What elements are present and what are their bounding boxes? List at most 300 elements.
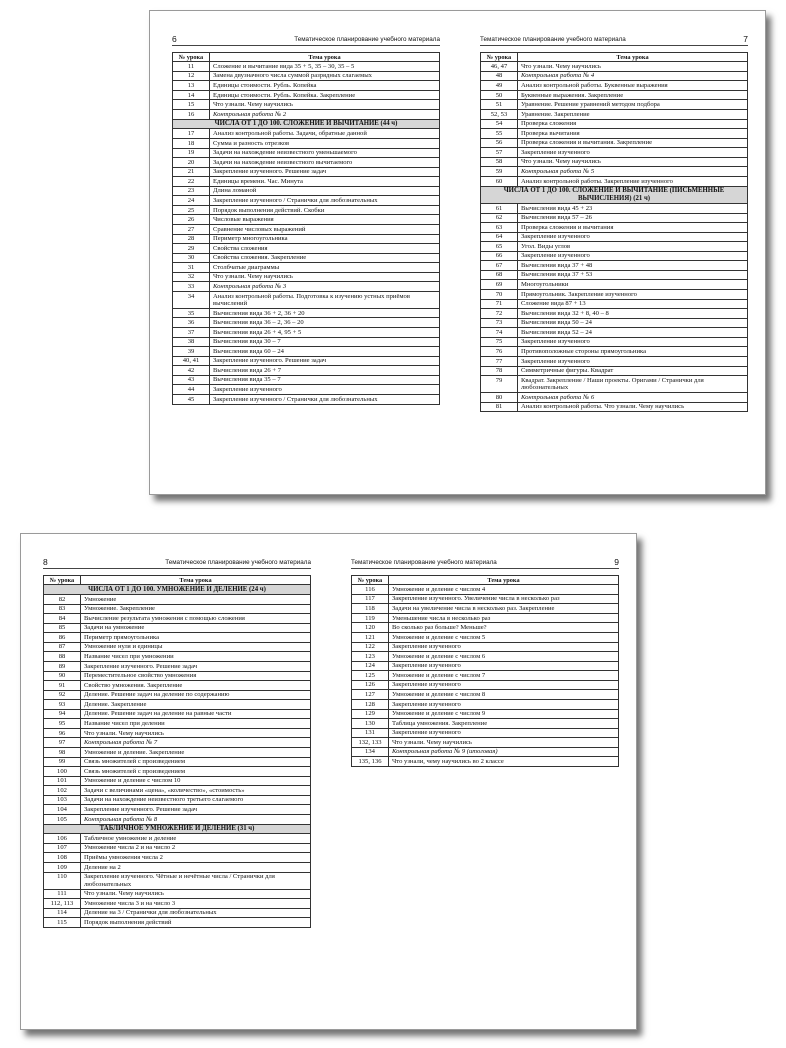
- lesson-topic: Вычисления вида 52 – 24: [518, 328, 748, 338]
- lesson-topic: Единицы стоимости. Рубль. Копейка. Закрепление: [210, 90, 440, 100]
- table-row: [173, 71, 440, 81]
- table-row: [352, 633, 619, 643]
- table-row: [481, 280, 748, 290]
- lesson-topic: Закрепление изученного. Решение задач: [81, 805, 311, 815]
- table-row: [352, 728, 619, 738]
- table-row: [481, 119, 748, 129]
- table-row: [44, 595, 311, 605]
- lesson-topic: Числовые выражения: [210, 215, 440, 225]
- lesson-topic: Закрепление изученного. Чётные и нечётные числа / Странички для любознательных: [81, 872, 311, 889]
- lesson-topic: Закрепление изученного: [518, 232, 748, 242]
- lesson-topic: Умножение нуля и единицы: [81, 642, 311, 652]
- lesson-number: 52, 53: [481, 110, 518, 120]
- table-row: [44, 690, 311, 700]
- lesson-number: 26: [173, 215, 210, 225]
- table-row: [173, 167, 440, 177]
- lesson-number: 45: [173, 394, 210, 404]
- lesson-number: 15: [173, 100, 210, 110]
- column-header-lesson-topic: Тема урока: [518, 53, 748, 62]
- lesson-number: 114: [44, 908, 81, 918]
- table-row: [173, 253, 440, 263]
- lesson-number: 22: [173, 177, 210, 187]
- table-row: [173, 318, 440, 328]
- lesson-number: 94: [44, 709, 81, 719]
- lesson-number: 60: [481, 176, 518, 186]
- table-row: [44, 623, 311, 633]
- lesson-number: 37: [173, 328, 210, 338]
- lesson-number: 61: [481, 203, 518, 213]
- lesson-number: 91: [44, 681, 81, 691]
- lesson-topic: Закрепление изученного: [210, 385, 440, 395]
- lesson-topic: Противоположные стороны прямоугольника: [518, 347, 748, 357]
- table-row: [44, 652, 311, 662]
- lesson-topic: Анализ контрольной работы. Подготовка к изучению устных приёмов вычислений: [210, 291, 440, 308]
- spread-pages-6-7: [149, 10, 766, 495]
- lesson-plan-table: [351, 575, 619, 767]
- page-7: [480, 11, 748, 412]
- lesson-topic: Единицы времени. Час. Минута: [210, 177, 440, 187]
- lesson-topic: Свойства сложения. Закрепление: [210, 253, 440, 263]
- lesson-number: 28: [173, 234, 210, 244]
- lesson-topic: Сумма и разность отрезков: [210, 138, 440, 148]
- table-row: [481, 223, 748, 233]
- table-row: [44, 908, 311, 918]
- page-number: 8: [43, 557, 48, 567]
- lesson-topic: Свойство умножения. Закрепление: [81, 681, 311, 691]
- table-row: [481, 81, 748, 91]
- table-row: [173, 347, 440, 357]
- lesson-topic: Сложение и вычитание вида 35 + 5, 35 – 30, 35 – 5: [210, 62, 440, 72]
- lesson-number: 129: [352, 709, 389, 719]
- table-row: [44, 786, 311, 796]
- table-row: [481, 318, 748, 328]
- table-row: [173, 385, 440, 395]
- section-heading: ЧИСЛА ОТ 1 ДО 100. СЛОЖЕНИЕ И ВЫЧИТАНИЕ (44 ч): [173, 119, 440, 129]
- table-row: [481, 356, 748, 366]
- lesson-number: 126: [352, 680, 389, 690]
- section-heading: ЧИСЛА ОТ 1 ДО 100. УМНОЖЕНИЕ И ДЕЛЕНИЕ (24 ч): [44, 585, 311, 595]
- lesson-number: 32: [173, 272, 210, 282]
- lesson-topic: Умножение числа 3 и на число 3: [81, 899, 311, 909]
- lesson-topic: Умножение и деление с числом 6: [389, 652, 619, 662]
- section-heading-row: [44, 585, 311, 595]
- lesson-number: 19: [173, 148, 210, 158]
- table-row: [173, 138, 440, 148]
- lesson-number: 108: [44, 853, 81, 863]
- lesson-plan-table: [480, 52, 748, 412]
- table-row: [173, 215, 440, 225]
- lesson-number: 115: [44, 918, 81, 928]
- table-row: [173, 337, 440, 347]
- table-row: [173, 244, 440, 254]
- lesson-topic: Умножение и деление с числом 9: [389, 709, 619, 719]
- lesson-topic: Закрепление изученного: [389, 642, 619, 652]
- table-row: [481, 213, 748, 223]
- lesson-number: 63: [481, 223, 518, 233]
- lesson-number: 87: [44, 642, 81, 652]
- lesson-number: 78: [481, 366, 518, 376]
- lesson-number: 68: [481, 270, 518, 280]
- table-row: [173, 328, 440, 338]
- section-heading-row: [481, 186, 748, 203]
- column-header-lesson-number: № урока: [173, 53, 210, 62]
- table-row: [44, 709, 311, 719]
- column-header-lesson-topic: Тема урока: [389, 576, 619, 585]
- lesson-topic: Уравнение. Решение уравнений методом подбора: [518, 100, 748, 110]
- lesson-topic: Единицы стоимости. Рубль. Копейка: [210, 81, 440, 91]
- lesson-number: 95: [44, 719, 81, 729]
- lesson-number: 116: [352, 585, 389, 595]
- page-number: 7: [743, 34, 748, 44]
- page-number: 6: [172, 34, 177, 44]
- lesson-topic: Порядок выполнения действий: [81, 918, 311, 928]
- table-row: [481, 261, 748, 271]
- lesson-number: 131: [352, 728, 389, 738]
- table-row: [44, 814, 311, 824]
- lesson-number: 98: [44, 748, 81, 758]
- lesson-topic: Закрепление изученного. Решение задач: [81, 661, 311, 671]
- lesson-number: 35: [173, 308, 210, 318]
- lesson-topic: Вычисления вида 50 – 24: [518, 318, 748, 328]
- lesson-number: 38: [173, 337, 210, 347]
- table-row: [173, 394, 440, 404]
- lesson-number: 122: [352, 642, 389, 652]
- lesson-topic: Деление. Закрепление: [81, 700, 311, 710]
- lesson-topic: Закрепление изученного. Решение задач: [210, 356, 440, 366]
- page-number: 9: [614, 557, 619, 567]
- page-6: [172, 11, 440, 405]
- lesson-number: 66: [481, 251, 518, 261]
- table-row: [173, 282, 440, 292]
- lesson-topic: Что узнали. Чему научились: [210, 272, 440, 282]
- table-row: [173, 205, 440, 215]
- lesson-number: 71: [481, 299, 518, 309]
- lesson-topic: Контрольная работа № 5: [518, 167, 748, 177]
- lesson-number: 106: [44, 834, 81, 844]
- lesson-topic: Замена двузначного числа суммой разрядных слагаемых: [210, 71, 440, 81]
- lesson-topic: Вычисления вида 45 + 23: [518, 203, 748, 213]
- lesson-topic: Что узнали. Чему научились: [81, 728, 311, 738]
- table-row: [44, 748, 311, 758]
- lesson-number: 80: [481, 393, 518, 403]
- table-row: [44, 805, 311, 815]
- lesson-number: 99: [44, 757, 81, 767]
- column-header-lesson-topic: Тема урока: [210, 53, 440, 62]
- table-row: [481, 71, 748, 81]
- lesson-number: 14: [173, 90, 210, 100]
- table-row: [44, 719, 311, 729]
- lesson-topic: Проверка вычитания: [518, 129, 748, 139]
- lesson-number: 102: [44, 786, 81, 796]
- lesson-topic: Деление на 2: [81, 863, 311, 873]
- table-row: [352, 738, 619, 748]
- lesson-topic: Многоугольники: [518, 280, 748, 290]
- lesson-topic: Проверка сложения и вычитания. Закрепление: [518, 138, 748, 148]
- lesson-topic: Умножение и деление с числом 10: [81, 776, 311, 786]
- table-row: [44, 872, 311, 889]
- column-header-lesson-number: № урока: [481, 53, 518, 62]
- table-row: [481, 251, 748, 261]
- lesson-topic: Закрепление изученного. Увеличение числа в несколько раз: [389, 594, 619, 604]
- table-row: [173, 272, 440, 282]
- lesson-number: 17: [173, 129, 210, 139]
- lesson-number: 40, 41: [173, 356, 210, 366]
- lesson-topic: Контрольная работа № 7: [81, 738, 311, 748]
- running-title: Тематическое планирование учебного материала: [294, 36, 440, 43]
- table-row: [352, 699, 619, 709]
- lesson-topic: Контрольная работа № 8: [81, 814, 311, 824]
- lesson-number: 96: [44, 728, 81, 738]
- lesson-number: 92: [44, 690, 81, 700]
- table-row: [44, 918, 311, 928]
- lesson-number: 69: [481, 280, 518, 290]
- table-row: [352, 594, 619, 604]
- column-header-lesson-number: № урока: [44, 576, 81, 585]
- lesson-topic: Длина ломаной: [210, 186, 440, 196]
- lesson-number: 20: [173, 158, 210, 168]
- lesson-topic: Что узнали. Чему научились: [81, 889, 311, 899]
- table-row: [481, 90, 748, 100]
- table-row: [481, 157, 748, 167]
- lesson-topic: Столбчатые диаграммы: [210, 263, 440, 273]
- table-row: [352, 680, 619, 690]
- table-row: [173, 375, 440, 385]
- lesson-number: 132, 133: [352, 738, 389, 748]
- lesson-topic: Вычисления вида 26 + 4, 95 + 5: [210, 328, 440, 338]
- lesson-topic: Порядок выполнения действий. Скобки: [210, 205, 440, 215]
- lesson-topic: Умножение и деление с числом 8: [389, 690, 619, 700]
- lesson-topic: Уравнение. Закрепление: [518, 110, 748, 120]
- table-row: [481, 290, 748, 300]
- lesson-number: 31: [173, 263, 210, 273]
- lesson-number: 70: [481, 290, 518, 300]
- lesson-topic: Периметр многоугольника: [210, 234, 440, 244]
- table-row: [481, 337, 748, 347]
- lesson-number: 124: [352, 661, 389, 671]
- lesson-topic: Вычисления вида 36 + 2, 36 + 20: [210, 308, 440, 318]
- lesson-topic: Умножение и деление с числом 4: [389, 585, 619, 595]
- table-row: [44, 834, 311, 844]
- lesson-topic: Угол. Виды углов: [518, 242, 748, 252]
- lesson-number: 54: [481, 119, 518, 129]
- lesson-topic: Вычисления вида 37 + 48: [518, 261, 748, 271]
- lesson-topic: Закрепление изученного: [518, 356, 748, 366]
- running-title: Тематическое планирование учебного материала: [351, 559, 497, 566]
- table-row: [44, 889, 311, 899]
- lesson-number: 13: [173, 81, 210, 91]
- table-row: [481, 203, 748, 213]
- lesson-number: 12: [173, 71, 210, 81]
- lesson-number: 55: [481, 129, 518, 139]
- lesson-number: 48: [481, 71, 518, 81]
- table-row: [44, 614, 311, 624]
- table-row: [481, 328, 748, 338]
- lesson-topic: Что узнали. Чему научились: [518, 62, 748, 72]
- table-row: [481, 100, 748, 110]
- table-row: [173, 225, 440, 235]
- lesson-number: 44: [173, 385, 210, 395]
- table-row: [173, 100, 440, 110]
- page-header: [43, 556, 311, 569]
- lesson-number: 11: [173, 62, 210, 72]
- table-row: [44, 843, 311, 853]
- lesson-number: 73: [481, 318, 518, 328]
- section-heading: ЧИСЛА ОТ 1 ДО 100. СЛОЖЕНИЕ И ВЫЧИТАНИЕ (ПИСЬМЕННЫЕ ВЫЧИСЛЕНИЯ) (21 ч): [481, 186, 748, 203]
- lesson-topic: Свойства сложения: [210, 244, 440, 254]
- lesson-number: 93: [44, 700, 81, 710]
- lesson-number: 117: [352, 594, 389, 604]
- table-row: [44, 863, 311, 873]
- lesson-topic: Задачи на нахождение неизвестного уменьшаемого: [210, 148, 440, 158]
- lesson-topic: Что узнали. Чему научились: [389, 738, 619, 748]
- table-row: [44, 757, 311, 767]
- table-row: [352, 757, 619, 767]
- table-row: [44, 738, 311, 748]
- lesson-topic: Вычисления вида 26 + 7: [210, 366, 440, 376]
- page-header: [480, 33, 748, 46]
- lesson-topic: Закрепление изученного: [389, 661, 619, 671]
- table-row: [173, 196, 440, 206]
- table-row: [481, 270, 748, 280]
- lesson-topic: Симметричные фигуры. Квадрат: [518, 366, 748, 376]
- lesson-number: 72: [481, 309, 518, 319]
- lesson-topic: Закрепление изученного: [389, 699, 619, 709]
- lesson-topic: Закрепление изученного. Решение задач: [210, 167, 440, 177]
- table-row: [481, 393, 748, 403]
- lesson-number: 128: [352, 699, 389, 709]
- lesson-topic: Умножение и деление с числом 5: [389, 633, 619, 643]
- table-row: [44, 671, 311, 681]
- table-row: [481, 110, 748, 120]
- lesson-topic: Вычисления вида 36 – 2, 36 – 20: [210, 318, 440, 328]
- lesson-number: 57: [481, 148, 518, 158]
- running-title: Тематическое планирование учебного материала: [165, 559, 311, 566]
- lesson-topic: Контрольная работа № 3: [210, 282, 440, 292]
- table-row: [173, 263, 440, 273]
- lesson-plan-table: [43, 575, 311, 928]
- lesson-number: 134: [352, 747, 389, 757]
- table-row: [44, 776, 311, 786]
- table-row: [352, 652, 619, 662]
- lesson-number: 112, 113: [44, 899, 81, 909]
- lesson-topic: Вычисления вида 57 – 26: [518, 213, 748, 223]
- table-row: [352, 604, 619, 614]
- table-row: [352, 690, 619, 700]
- lesson-topic: Задачи на увеличение числа в несколько раз. Закрепление: [389, 604, 619, 614]
- section-heading-row: [173, 119, 440, 129]
- lesson-number: 59: [481, 167, 518, 177]
- table-row: [173, 308, 440, 318]
- lesson-topic: Умножение: [81, 595, 311, 605]
- lesson-topic: Что узнали, чему научились во 2 классе: [389, 757, 619, 767]
- lesson-number: 74: [481, 328, 518, 338]
- table-row: [44, 642, 311, 652]
- lesson-number: 123: [352, 652, 389, 662]
- lesson-number: 105: [44, 814, 81, 824]
- table-row: [173, 148, 440, 158]
- table-row: [352, 613, 619, 623]
- table-row: [481, 138, 748, 148]
- lesson-number: 77: [481, 356, 518, 366]
- lesson-number: 62: [481, 213, 518, 223]
- section-heading: ТАБЛИЧНОЕ УМНОЖЕНИЕ И ДЕЛЕНИЕ (31 ч): [44, 824, 311, 834]
- lesson-number: 46, 47: [481, 62, 518, 72]
- table-row: [173, 129, 440, 139]
- lesson-number: 51: [481, 100, 518, 110]
- lesson-number: 109: [44, 863, 81, 873]
- lesson-number: 25: [173, 205, 210, 215]
- lesson-topic: Что узнали. Чему научились: [210, 100, 440, 110]
- table-row: [481, 232, 748, 242]
- lesson-number: 104: [44, 805, 81, 815]
- page-header: [172, 33, 440, 46]
- table-row: [44, 795, 311, 805]
- lesson-topic: Деление на 3 / Странички для любознательных: [81, 908, 311, 918]
- lesson-number: 110: [44, 872, 81, 889]
- lesson-topic: Умножение числа 2 и на число 2: [81, 843, 311, 853]
- table-row: [481, 402, 748, 412]
- lesson-topic: Анализ контрольной работы. Задачи, обратные данной: [210, 129, 440, 139]
- lesson-topic: Умножение и деление с числом 7: [389, 671, 619, 681]
- table-row: [481, 366, 748, 376]
- lesson-topic: Табличное умножение и деление: [81, 834, 311, 844]
- lesson-number: 90: [44, 671, 81, 681]
- lesson-topic: Приёмы умножения числа 2: [81, 853, 311, 863]
- lesson-topic: Контрольная работа № 2: [210, 110, 440, 120]
- lesson-number: 101: [44, 776, 81, 786]
- lesson-topic: Умножение. Закрепление: [81, 604, 311, 614]
- lesson-topic: Периметр прямоугольника: [81, 633, 311, 643]
- lesson-topic: Контрольная работа № 4: [518, 71, 748, 81]
- lesson-topic: Закрепление изученного: [518, 337, 748, 347]
- table-row: [352, 661, 619, 671]
- table-row: [44, 899, 311, 909]
- lesson-number: 85: [44, 623, 81, 633]
- running-title: Тематическое планирование учебного материала: [480, 36, 626, 43]
- table-row: [173, 291, 440, 308]
- table-row: [481, 62, 748, 72]
- lesson-topic: Задачи на умножение: [81, 623, 311, 633]
- lesson-number: 23: [173, 186, 210, 196]
- lesson-number: 127: [352, 690, 389, 700]
- lesson-number: 119: [352, 613, 389, 623]
- lesson-number: 42: [173, 366, 210, 376]
- lesson-topic: Задачи на нахождение неизвестного вычитаемого: [210, 158, 440, 168]
- lesson-topic: Умножение и деление. Закрепление: [81, 748, 311, 758]
- lesson-number: 64: [481, 232, 518, 242]
- page-header: [351, 556, 619, 569]
- lesson-topic: Название чисел при умножении: [81, 652, 311, 662]
- lesson-topic: Закрепление изученного: [518, 251, 748, 261]
- lesson-number: 58: [481, 157, 518, 167]
- lesson-topic: Прямоугольник. Закрепление изученного: [518, 290, 748, 300]
- section-heading-row: [44, 824, 311, 834]
- lesson-topic: Задачи на нахождение неизвестного третьего слагаемого: [81, 795, 311, 805]
- lesson-number: 76: [481, 347, 518, 357]
- lesson-number: 125: [352, 671, 389, 681]
- lesson-topic: Сравнение числовых выражений: [210, 225, 440, 235]
- lesson-topic: Анализ контрольной работы. Закрепление изученного: [518, 176, 748, 186]
- lesson-number: 34: [173, 291, 210, 308]
- lesson-topic: Буквенные выражения. Закрепление: [518, 90, 748, 100]
- column-header-lesson-number: № урока: [352, 576, 389, 585]
- table-row: [352, 709, 619, 719]
- table-row: [44, 700, 311, 710]
- lesson-number: 36: [173, 318, 210, 328]
- lesson-number: 21: [173, 167, 210, 177]
- lesson-topic: Вычисления вида 30 – 7: [210, 337, 440, 347]
- table-row: [481, 347, 748, 357]
